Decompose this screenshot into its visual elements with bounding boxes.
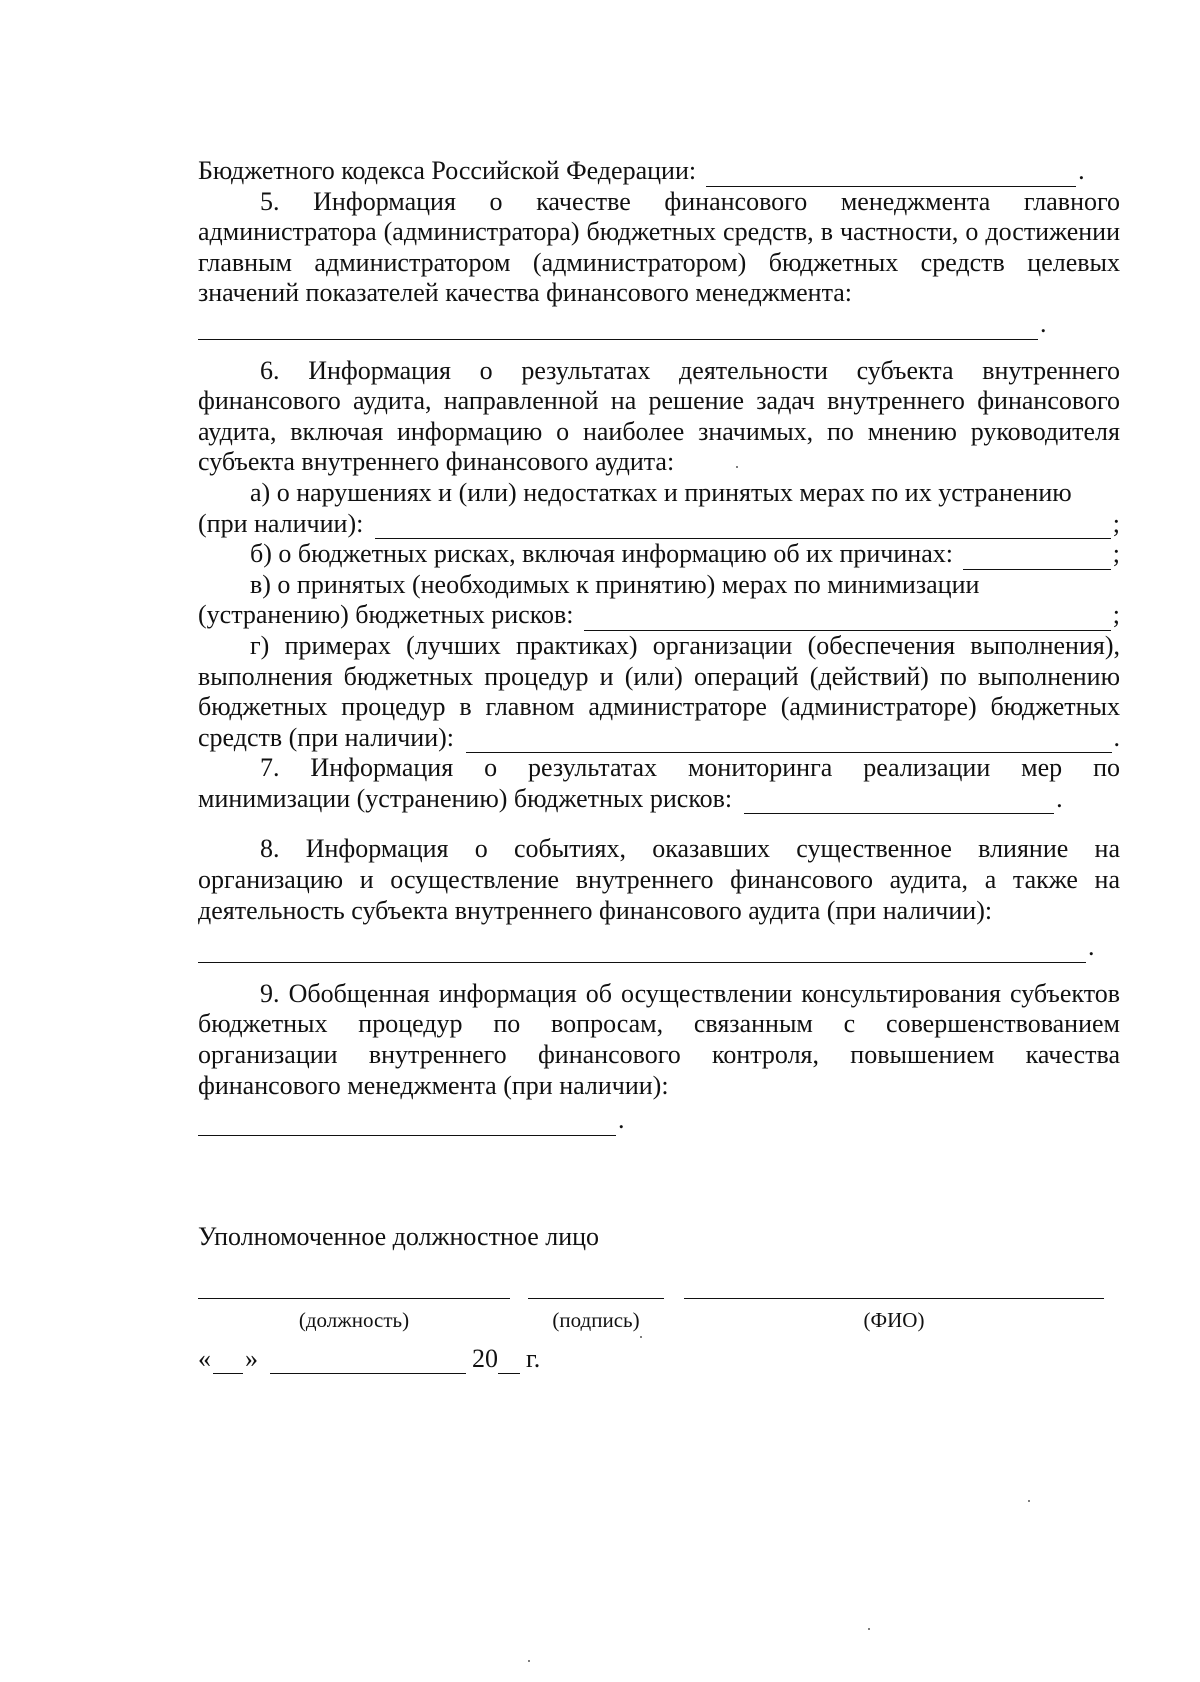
signature-block <box>198 1282 1120 1342</box>
fill-in-blank[interactable] <box>466 730 1112 753</box>
year-suffix: г. <box>526 1344 541 1373</box>
fill-in-blank[interactable] <box>706 164 1076 187</box>
day-blank[interactable] <box>213 1353 243 1374</box>
continuation-text: Бюджетного кодекса Российской Федерации: <box>198 156 697 185</box>
fill-in-blank[interactable] <box>963 547 1111 570</box>
paragraph-6: 6. Информация о результатах деятельности субъекта внутреннего финансового аудита, направленной на решение задач внутреннего финансового аудита, включая информацию о наиболее значимых, по мнению руководителя субъекта внутреннего финансового аудита: <box>198 355 1120 477</box>
paragraph-5-answer <box>198 309 1120 340</box>
name-caption: (ФИО) <box>863 1308 925 1332</box>
paragraph-6b-text: б) о бюджетных рисках, включая информацию об их причинах: <box>250 539 953 569</box>
close-quote: » <box>245 1344 258 1373</box>
scan-speck <box>640 1336 642 1338</box>
semicolon-mark: ; <box>1112 539 1120 569</box>
paragraph-6v-answer <box>198 600 1120 631</box>
open-quote: « <box>198 1344 211 1373</box>
name-line[interactable] <box>684 1298 1104 1299</box>
signature-line[interactable] <box>528 1298 664 1299</box>
semicolon-mark: ; <box>1112 508 1120 538</box>
fill-in-blank[interactable] <box>744 791 1054 814</box>
scan-speck <box>528 1660 530 1662</box>
paragraph-6b <box>198 539 1120 570</box>
paragraph-9: 9. Обобщенная информация об осуществлении консультирования субъектов бюджетных процедур по вопросам, связанным с совершенствованием организации внутреннего финансового контроля, повышением качества финансового менеджмента (при наличии): <box>198 978 1120 1100</box>
paragraph-6v: в) о принятых (необходимых к принятию) мерах по минимизации <box>250 569 980 599</box>
position-caption: (должность) <box>298 1308 410 1332</box>
period-mark: . <box>1078 156 1085 185</box>
paragraph-6g: г) примерах (лучших практиках) организации (обеспечения выполнения), выполнения бюджетных процедур и (или) операций (действий) по выполнению бюджетных процедур в главном администраторе (администраторе) бюджетных <box>198 630 1120 722</box>
year-prefix: 20 <box>472 1344 498 1373</box>
paragraph-8: 8. Информация о событиях, оказавших существенное влияние на организацию и осуществление внутреннего финансового аудита, а также на деятельность субъекта внутреннего финансового аудита (при наличии): <box>198 834 1120 925</box>
fill-in-blank[interactable] <box>198 317 1038 340</box>
paragraph-7-label: минимизации (устранению) бюджетных рисков: <box>198 783 733 813</box>
semicolon-mark: ; <box>1112 600 1120 630</box>
paragraph-6v-label: (устранению) бюджетных рисков: <box>198 600 574 630</box>
scan-speck <box>1028 1500 1030 1502</box>
signature-title: Уполномоченное должностное лицо <box>198 1222 600 1251</box>
paragraph-6g-answer <box>198 723 1120 754</box>
paragraph-9-answer <box>198 1105 1120 1136</box>
month-blank[interactable] <box>270 1353 466 1374</box>
date-line <box>198 1344 540 1374</box>
fill-in-blank[interactable] <box>584 608 1111 631</box>
scan-speck <box>868 1628 870 1630</box>
position-line[interactable] <box>198 1298 510 1299</box>
period-mark: . <box>1113 722 1120 752</box>
fill-in-blank[interactable] <box>198 940 1086 963</box>
year-blank[interactable] <box>498 1353 520 1374</box>
paragraph-6a: а) о нарушениях и (или) недостатках и принятых мерах по их устранению <box>250 477 1072 507</box>
period-mark: . <box>618 1105 625 1135</box>
period-mark: . <box>1088 932 1095 962</box>
period-mark: . <box>1040 308 1047 338</box>
paragraph-5: 5. Информация о качестве финансового менеджмента главного администратора (администратора) бюджетных средств, в частности, о достижении главным администратором (администратором) бюджетных средств целевых значений показателей качества финансового менеджмента: <box>198 186 1120 308</box>
paragraph-8-answer <box>198 932 1120 963</box>
period-mark: . <box>1056 783 1063 813</box>
fill-in-blank[interactable] <box>375 516 1110 539</box>
paragraph-continuation <box>198 156 1120 187</box>
paragraph-6a-label: (при наличии): <box>198 508 364 538</box>
signature-caption: (подпись) <box>552 1308 640 1332</box>
document-body <box>198 156 1120 1136</box>
paragraph-6a-answer <box>198 509 1120 540</box>
paragraph-7: 7. Информация о результатах мониторинга реализации мер по <box>260 753 1120 783</box>
fill-in-blank[interactable] <box>198 1113 616 1136</box>
paragraph-6g-label: средств (при наличии): <box>198 722 454 752</box>
scan-speck <box>736 466 738 468</box>
paragraph-7-answer <box>198 784 1120 815</box>
